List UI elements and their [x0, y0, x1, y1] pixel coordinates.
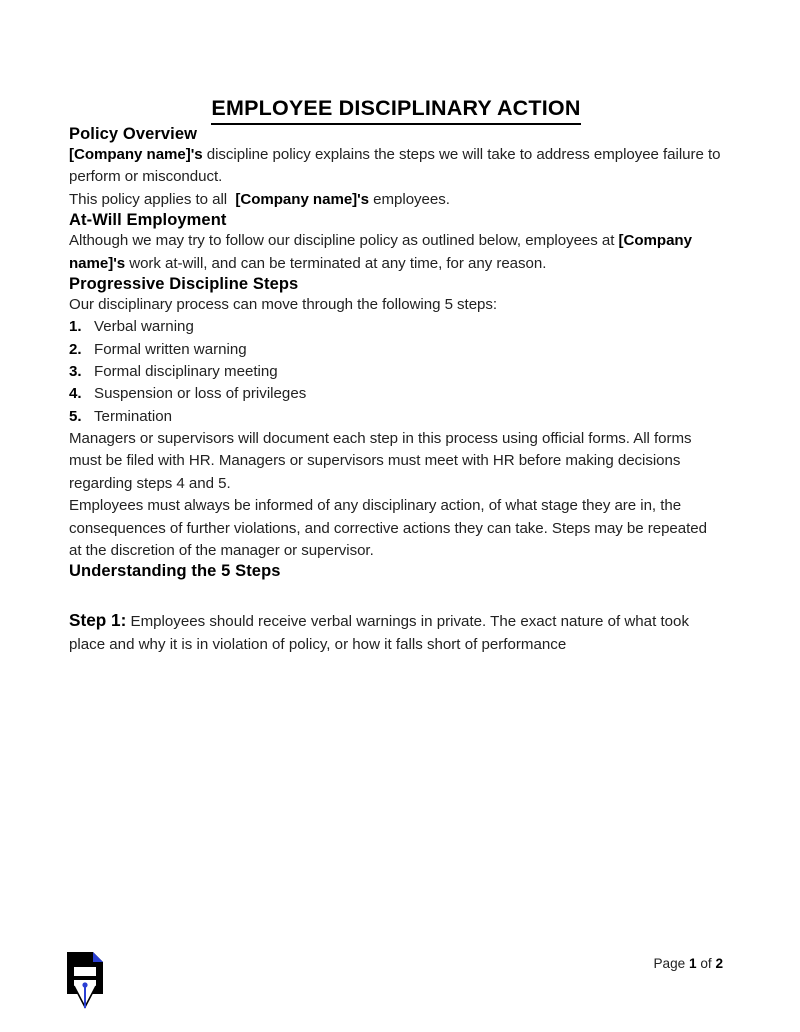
list-item-number: 2.	[69, 340, 82, 358]
page-footer	[0, 942, 800, 1032]
heading-at-will-employment: At-Will Employment	[69, 211, 227, 230]
paragraph-steps-documentation: Managers or supervisors will document each step in this process using official forms. All forms must be filed with HR. Managers or supervisors must meet with HR before making decisions regarding steps 4 and 5.	[69, 429, 692, 492]
paragraph-policy-overview-2-rest: employees.	[369, 190, 450, 208]
step-1-text: Employees should receive verbal warnings in private. The exact nature of what took place and why it is in violation of policy, or how it falls short of performance	[69, 613, 689, 653]
heading-policy-overview: Policy Overview	[69, 125, 198, 143]
list-item-label: Termination	[94, 407, 173, 425]
company-name-placeholder: [Company name]'s	[69, 146, 203, 163]
page-number-current: 1	[688, 956, 697, 971]
step-1-label: Step 1:	[69, 610, 127, 631]
document-content	[69, 0, 723, 656]
paragraph-policy-overview-2	[69, 189, 723, 211]
list-item	[69, 383, 723, 405]
list-item	[69, 406, 723, 428]
list-item-number: 3.	[69, 363, 82, 381]
paragraph-policy-overview-2-pre: This policy applies to all	[69, 190, 236, 208]
paragraph-at-will-rest: work at-will, and can be terminated at any time, for any reason.	[125, 254, 547, 272]
paragraph-steps-intro: Our disciplinary process can move through the following 5 steps:	[69, 296, 498, 314]
paragraph-steps-notification: Employees must always be informed of any disciplinary action, of what stage they are in, the consequences of further violations, and corrective actions they can take. Steps may be repeated at the discretion of the manager or supervisor.	[69, 497, 707, 559]
paragraph-at-will-employment	[69, 230, 723, 275]
page-number-of: of	[696, 956, 716, 971]
company-name-placeholder: [Company name]'s	[69, 232, 692, 272]
page-number	[653, 956, 723, 971]
page-number-total: 2	[715, 956, 723, 971]
heading-understanding-the-5-steps: Understanding the 5 Steps	[69, 562, 281, 581]
heading-progressive-discipline-steps: Progressive Discipline Steps	[69, 275, 299, 294]
list-item-label: Suspension or loss of privileges	[94, 385, 307, 403]
list-item-number: 5.	[69, 407, 82, 425]
paragraph-policy-overview-1	[69, 144, 723, 189]
list-item-number: 4.	[69, 385, 82, 403]
discipline-steps-list	[69, 316, 723, 427]
page-number-label: Page	[653, 956, 689, 971]
page-title-text: EMPLOYEE DISCIPLINARY ACTION	[211, 96, 580, 125]
list-item-label: Formal written warning	[94, 340, 247, 358]
document-pen-nib-icon	[63, 950, 107, 1010]
paragraph-policy-overview-1-rest: discipline policy explains the steps we will take to address employee failure to perform or misconduct.	[69, 146, 721, 186]
paragraph-step-1	[69, 609, 723, 656]
page-title	[69, 0, 723, 125]
list-item-number: 1.	[69, 318, 82, 336]
list-item	[69, 316, 723, 338]
list-item-label: Formal disciplinary meeting	[94, 363, 278, 381]
paragraph-at-will-pre: Although we may try to follow our discipline policy as outlined below, employees at	[69, 232, 619, 250]
list-item	[69, 339, 723, 361]
list-item	[69, 361, 723, 383]
company-name-placeholder: [Company name]'s	[235, 190, 370, 208]
list-item-label: Verbal warning	[94, 318, 194, 336]
